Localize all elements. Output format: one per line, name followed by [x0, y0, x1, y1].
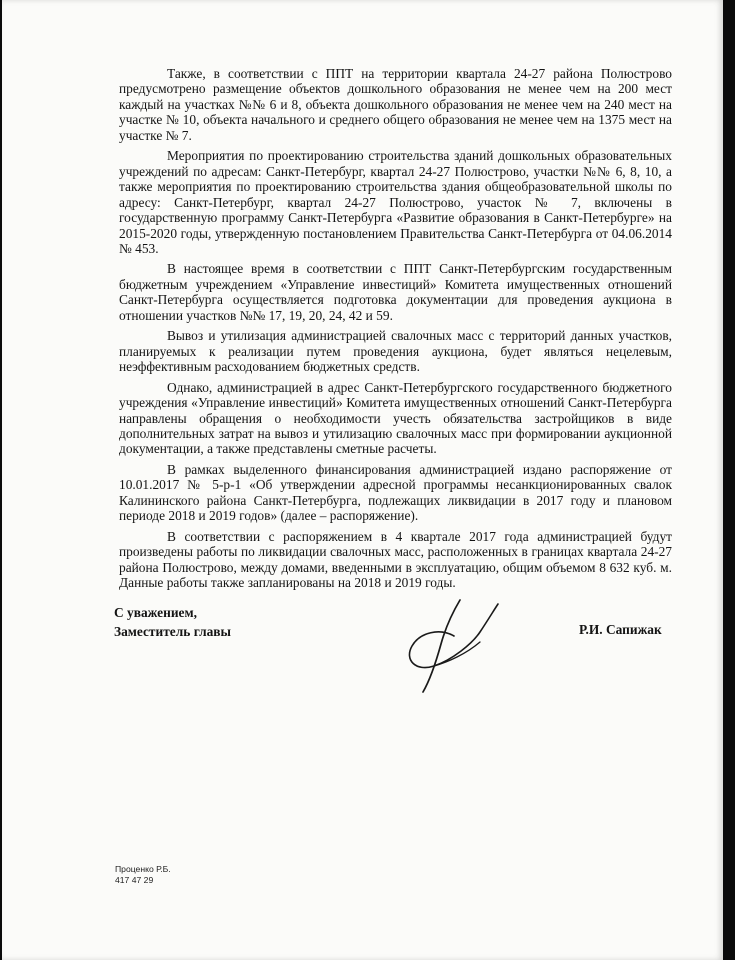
executor-block	[115, 864, 171, 886]
paragraph-1: Также, в соответствии с ППТ на территории квартала 24-27 района Полюстрово предусмотрено размещение объектов дошкольного образования не менее чем на 200 мест каждый на участках №№ 6 и 8, объекта дошкольного образования не менее чем на 240 мест на участке № 10, объекта начального и среднего общего образования не менее чем на 1375 мест на участке № 7.	[119, 66, 672, 143]
paragraph-5: Однако, администрацией в адрес Санкт-Петербургского государственного бюджетного учреждения «Управление инвестиций» Комитета имущественных отношений Санкт-Петербурга направлены обращения о необходимости учесть обязательства застройщиков в виде дополнительных затрат на вывоз и утилизацию свалочных масс при формировании аукционной документации, а также представлены сметные расчеты.	[119, 379, 672, 457]
letter-page	[2, 0, 723, 960]
paragraph-2: Мероприятия по проектированию строительства зданий дошкольных образовательных учреждений по адресам: Санкт-Петербург, квартал 24-27 Полюстрово, участки №№ 6, 8, 10, а также мероприятия по проектированию строительства здания общеобразовательной школы по адресу: Санкт-Петербург, квартал 24-27 Полюстрово, участок № 7, включены в государственную программу Санкт-Петербурга «Развитие образования в Санкт-Петербурге» на 2015-2020 годы, утвержденную постановлением Правительства Санкт-Петербурга от 04.06.2014 № 453.	[119, 148, 672, 256]
executor-name: Проценко Р.Б.	[115, 864, 171, 874]
paragraph-4: Вывоз и утилизация администрацией свалочных масс с территорий данных участков, планируемых к реализации путем проведения аукциона, будет являться нецелевым, неэффективным расходованием бюджетных средств.	[119, 328, 672, 375]
letter-body	[119, 66, 672, 596]
signer-name: Р.И. Сапижак	[579, 622, 662, 637]
paragraph-6: В рамках выделенного финансирования администрацией издано распоряжение от 10.01.2017 № 5-р-1 «Об утверждении адресной программы несанкционированных свалок Калининского района Санкт-Петербурга, подлежащих ликвидации в 2017 году и плановом периоде 2018 и 2019 годов» (далее – распоряжение).	[119, 461, 672, 524]
closing-block	[114, 603, 231, 641]
paragraph-7: В соответствии с распоряжением в 4 квартале 2017 года администрацией будут произведены работы по ликвидации свалочных масс, расположенных в границах квартала 24-27 района Полюстрово, между домами, введенными в эксплуатацию, общим объемом 8 632 куб. м. Данные работы также запланированы на 2018 и 2019 годы.	[119, 528, 672, 591]
closing-regards: С уважением,	[114, 605, 197, 620]
paragraph-3: В настоящее время в соответствии с ППТ Санкт-Петербургским государственным бюджетным учреждением «Управление инвестиций» Комитета имущественных отношений Санкт-Петербурга осуществляется подготовка документации для проведения аукциона в отношении участков №№ 17, 19, 20, 24, 42 и 59.	[119, 261, 672, 323]
executor-phone: 417 47 29	[115, 875, 154, 885]
handwritten-signature	[396, 596, 504, 696]
signer-position: Заместитель главы	[114, 624, 231, 639]
